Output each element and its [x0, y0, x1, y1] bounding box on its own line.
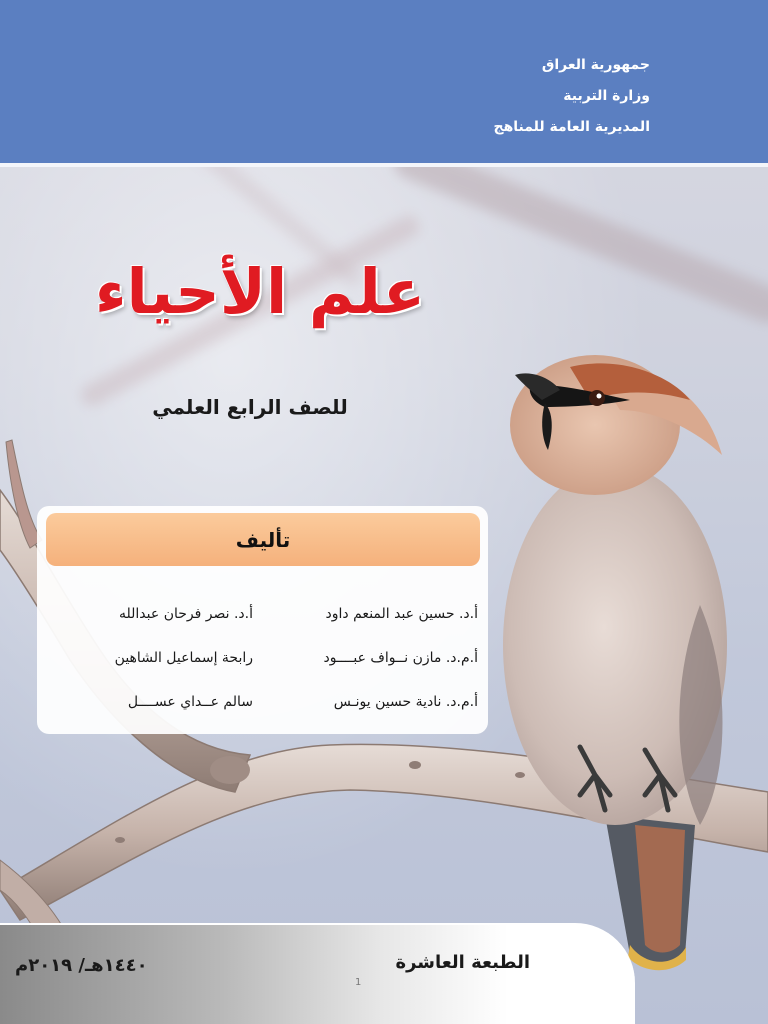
page-number: 1 [355, 977, 362, 988]
authors-heading: تأليف [46, 513, 480, 566]
authors-row [37, 680, 488, 724]
header-line-country: جمهورية العراق [541, 57, 650, 73]
authors-row [37, 592, 488, 636]
header-line-ministry: وزارة التربية [563, 88, 650, 104]
header-band [0, 0, 768, 163]
author-name: أ.د. نصر فرحان عبدالله [119, 606, 253, 622]
header-divider [0, 163, 768, 167]
author-name: أ.م.د. نادية حسين يونـس [333, 694, 478, 710]
book-subtitle: للصف الرابع العلمي [152, 395, 348, 419]
author-name: أ.م.د. مازن نــواف عبــــود [323, 650, 478, 666]
header-line-directorate: المديرية العامة للمناهج [493, 119, 650, 135]
publication-year: ١٤٤٠هـ/ ٢٠١٩م [15, 955, 148, 976]
author-name: أ.د. حسين عبد المنعم داود [325, 606, 478, 622]
author-name: سالم عــداي عســــل [127, 694, 253, 710]
authors-row [37, 636, 488, 680]
edition-label: الطبعة العاشرة [395, 952, 530, 973]
book-title: علم الأحياء [94, 255, 426, 328]
authors-list [37, 592, 488, 724]
author-name: رابحة إسماعيل الشاهين [114, 650, 253, 666]
issuing-authority [494, 50, 651, 143]
authors-card [37, 506, 488, 734]
